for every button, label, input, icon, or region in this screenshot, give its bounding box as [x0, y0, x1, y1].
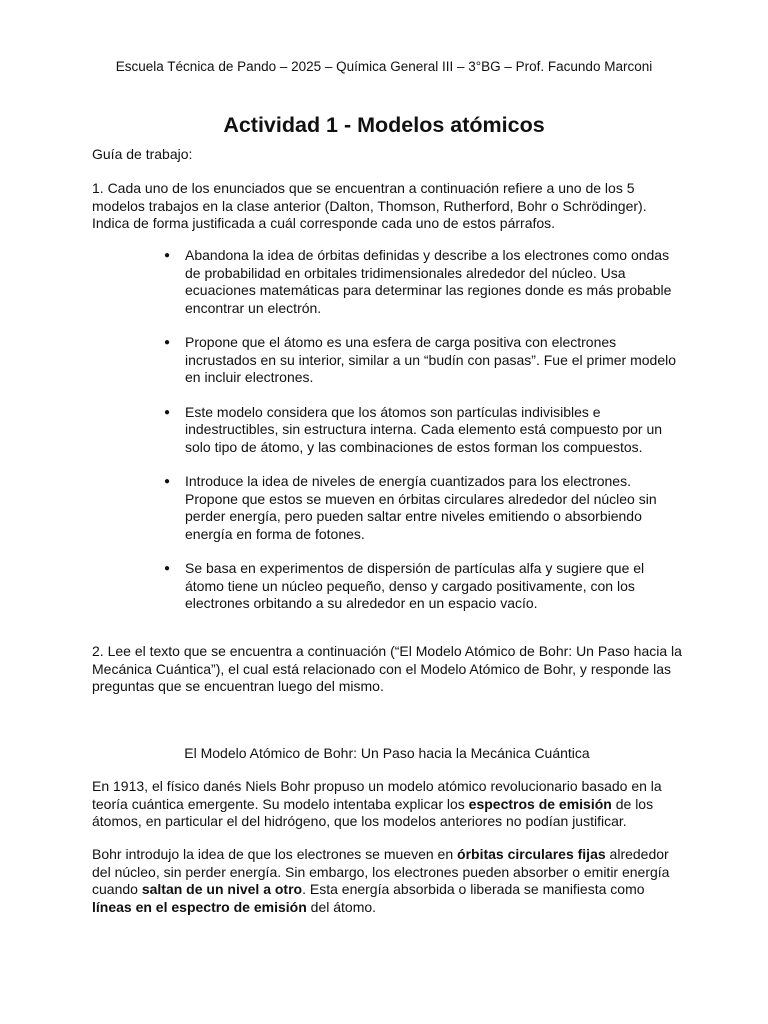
- list-item: ● Propone que el átomo es una esfera de carga positiva con electrones incrustados en su interior, similar a un “budín con pasas”. Fue el primer modelo en incluir electrones.: [164, 334, 679, 387]
- statements-list: [164, 247, 679, 630]
- question-1: 1. Cada uno de los enunciados que se encuentran a continuación refiere a uno de los 5 modelos trabajos en la clase anterior (Dalton, Thomson, Rutherford, Bohr o Schrödinger). Indica de forma justificada a cuál corresponde cada uno de estos párrafos.: [92, 180, 647, 231]
- list-item: ● Se basa en experimentos de dispersión de partículas alfa y sugiere que el átomo tiene un núcleo pequeño, denso y cargado positivamente, con los electrones orbitando a su alrededor en un espacio vacío.: [164, 560, 679, 613]
- list-item: ● Introduce la idea de niveles de energía cuantizados para los electrones. Propone que estos se mueven en órbitas circulares alrededor del núcleo sin perder energía, pero pueden saltar entre niveles emitiendo o absorbiendo energía en forma de fotones.: [164, 473, 679, 543]
- list-item: ● Este modelo considera que los átomos son partículas indivisibles e indestructibles, sin estructura interna. Cada elemento está compuesto por un solo tipo de átomo, y las combinaciones de estos forman los compuestos.: [164, 404, 679, 457]
- list-item: ● Abandona la idea de órbitas definidas y describe a los electrones como ondas de probabilidad en orbitales tridimensionales alrededor del núcleo. Usa ecuaciones matemáticas para determinar las regiones donde es más probable encontrar un electrón.: [164, 247, 679, 317]
- page-title: Actividad 1 - Modelos atómicos: [223, 113, 545, 137]
- page-header: Escuela Técnica de Pando – 2025 – Química General III – 3°BG – Prof. Facundo Marconi: [115, 59, 653, 74]
- guide-label: Guía de trabajo:: [92, 146, 193, 162]
- reading-title: El Modelo Atómico de Bohr: Un Paso hacia la Mecánica Cuántica: [184, 745, 590, 761]
- question-2: 2. Lee el texto que se encuentra a continuación (“El Modelo Atómico de Bohr: Un Paso hacia la Mecánica Cuántica”), el cual está relacionado con el Modelo Atómico de Bohr, y responde las preguntas que se encuentran luego del mismo.: [92, 643, 682, 694]
- reading-paragraph-2: Bohr introdujo la idea de que los electrones se mueven en órbitas circulares fijas alrededor del núcleo, sin perder energía. Sin embargo, los electrones pueden absorber o emitir energía cuando saltan de un nivel a otro. Esta energía absorbida o liberada se manifiesta como líneas en el espectro de emisión del átomo.: [92, 846, 670, 915]
- reading-paragraph-1: En 1913, el físico danés Niels Bohr propuso un modelo atómico revolucionario basado en la teoría cuántica emergente. Su modelo intentaba explicar los espectros de emisión de los átomos, en particular el del hidrógeno, que los modelos anteriores no podían justificar.: [92, 778, 662, 829]
